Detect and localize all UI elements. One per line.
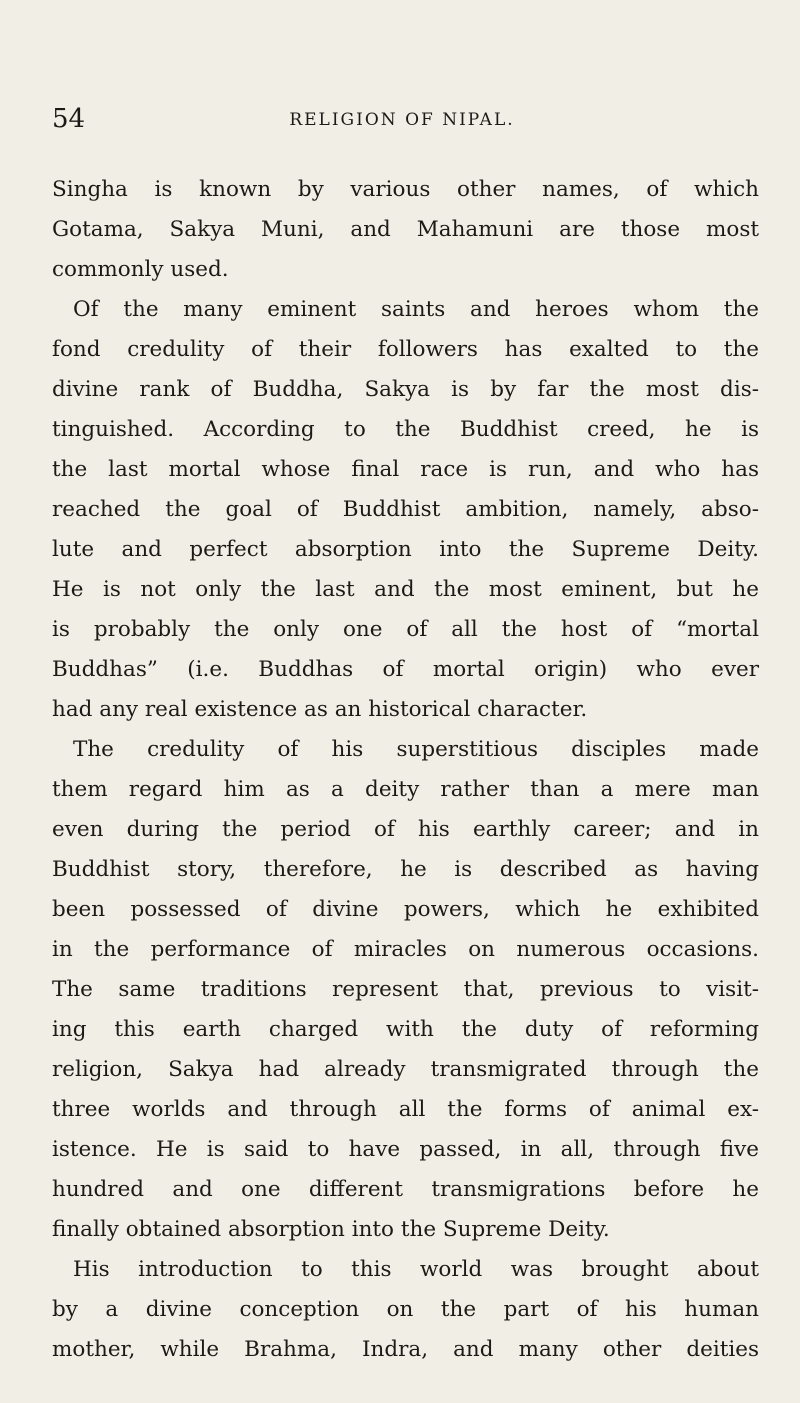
text-line: Of the many eminent saints and heroes whom the bbox=[73, 297, 759, 322]
text-line: Buddhist story, therefore, he is described as having bbox=[52, 857, 759, 882]
text-line: He is not only the last and the most eminent, but he bbox=[52, 577, 759, 602]
text-line: His introduction to this world was brought about bbox=[73, 1257, 759, 1282]
text-line: is probably the only one of all the host of “mortal bbox=[52, 617, 759, 642]
text-line: commonly used. bbox=[52, 257, 229, 282]
text-line: ing this earth charged with the duty of reforming bbox=[52, 1017, 759, 1042]
text-line: divine rank of Buddha, Sakya is by far the most dis- bbox=[52, 377, 759, 402]
text-line: reached the goal of Buddhist ambition, namely, abso- bbox=[52, 497, 759, 522]
page-header bbox=[52, 104, 752, 144]
text-line: Singha is known by various other names, of which bbox=[52, 177, 759, 202]
text-line: the last mortal whose final race is run, and who has bbox=[52, 457, 759, 482]
text-line: in the performance of miracles on numerous occasions. bbox=[52, 937, 759, 962]
text-line: had any real existence as an historical character. bbox=[52, 697, 588, 722]
text-line: fond credulity of their followers has exalted to the bbox=[52, 337, 759, 362]
text-line: been possessed of divine powers, which he exhibited bbox=[52, 897, 759, 922]
text-line: religion, Sakya had already transmigrated through the bbox=[52, 1057, 759, 1082]
text-line: even during the period of his earthly career; and in bbox=[52, 817, 759, 842]
page-number: 54 bbox=[52, 104, 86, 134]
text-line: finally obtained absorption into the Supreme Deity. bbox=[52, 1217, 610, 1242]
text-line: mother, while Brahma, Indra, and many other deities bbox=[52, 1337, 759, 1362]
text-line: three worlds and through all the forms of animal ex- bbox=[52, 1097, 759, 1122]
text-line: by a divine conception on the part of his human bbox=[52, 1297, 759, 1322]
text-line: istence. He is said to have passed, in all, through five bbox=[52, 1137, 759, 1162]
text-line: them regard him as a deity rather than a mere man bbox=[52, 777, 759, 802]
text-line: lute and perfect absorption into the Supreme Deity. bbox=[52, 537, 759, 562]
text-line: hundred and one different transmigrations before he bbox=[52, 1177, 759, 1202]
body-text bbox=[52, 170, 759, 1370]
text-line: The same traditions represent that, previous to visit- bbox=[52, 977, 759, 1002]
running-head: RELIGION OF NIPAL. bbox=[289, 110, 515, 130]
text-line: tinguished. According to the Buddhist creed, he is bbox=[52, 417, 759, 442]
text-line: The credulity of his superstitious disciples made bbox=[73, 737, 759, 762]
text-line: Buddhas” (i.e. Buddhas of mortal origin) who ever bbox=[52, 657, 759, 682]
text-line: Gotama, Sakya Muni, and Mahamuni are those most bbox=[52, 217, 759, 242]
